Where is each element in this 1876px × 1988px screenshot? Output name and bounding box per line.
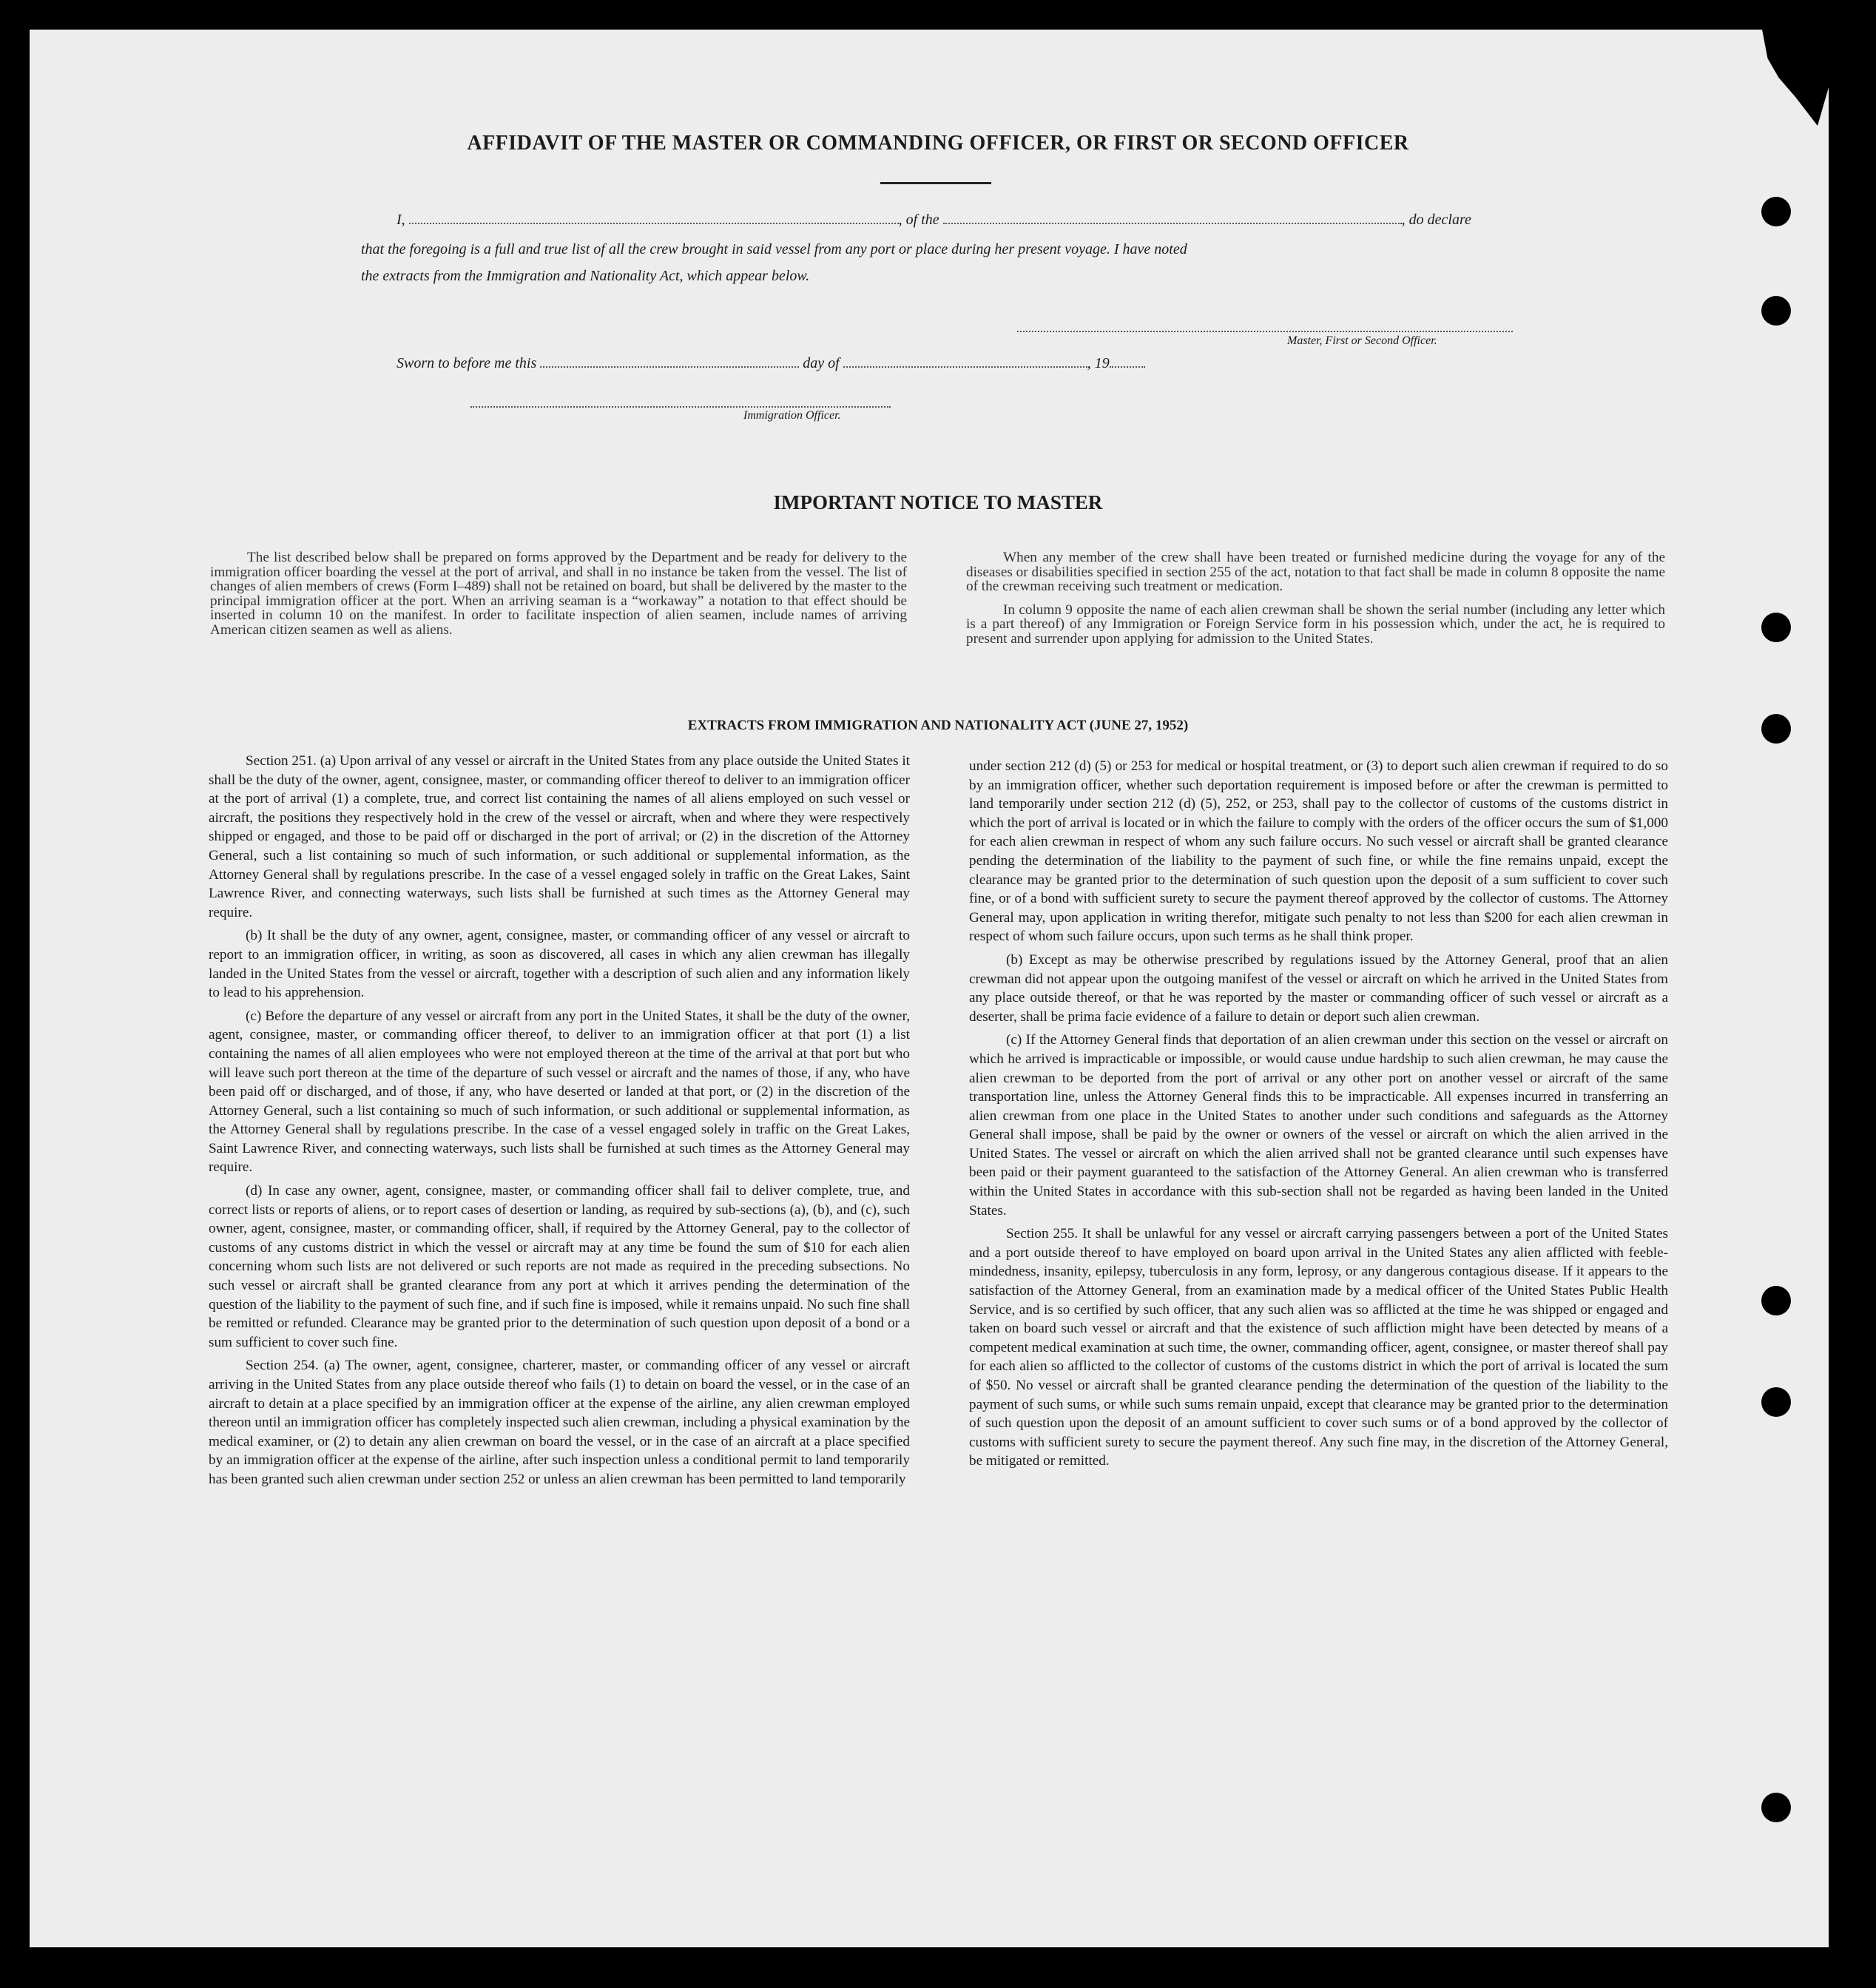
notice-right-paragraph-2: In column 9 opposite the name of each alien crewman shall be shown the serial number (including any letter which is a part thereof) of any Immigration or Foreign Service form in his possession which, under the act, he is required to present and surrender upon applying for admission to the United States. bbox=[966, 602, 1665, 647]
name-blank[interactable] bbox=[409, 223, 899, 224]
extracts-title: EXTRACTS FROM IMMIGRATION AND NATIONALITY ACT (JUNE 27, 1952) bbox=[687, 718, 1189, 733]
extracts-left-column bbox=[209, 752, 910, 1489]
officer-caption: Immigration Officer. bbox=[743, 409, 841, 422]
section-254-a: Section 254. (a) The owner, agent, consignee, charterer, master, or commanding officer of any vessel or aircraft arriving in the United States from any place outside thereof who fails (1) to detain on board the vessel, or in the case of an aircraft to detain at a place specified by an immigration officer at the expense of the airline, any alien crewman employed thereon until an immigration officer has completely inspected such alien crewman, including a physical examination by the medical examiner, or (2) to detain any alien crewman on board the vessel, or in the case of an aircraft at a place specified by an immigration officer at the expense of the airline, after such inspection unless a conditional permit to land temporarily has been granted such alien crewman under section 252 or unless an alien crewman has been permitted to land temporarily bbox=[209, 1358, 910, 1487]
vessel-blank[interactable] bbox=[943, 223, 1402, 224]
year-prefix: , 19 bbox=[1087, 355, 1110, 371]
binder-hole bbox=[1761, 1387, 1791, 1417]
declaration-line-3: the extracts from the Immigration and Nationality Act, which appear below. bbox=[361, 268, 810, 284]
binder-hole bbox=[1761, 1793, 1791, 1822]
title-rule bbox=[880, 182, 991, 184]
binder-hole bbox=[1761, 296, 1791, 326]
section-251-a: Section 251. (a) Upon arrival of any vessel or aircraft in the United States from any place outside the United States it shall be the duty of the owner, agent, consignee, master, or commanding officer thereof to deliver to an immigration officer at the port of arrival (1) a complete, true, and correct list containing the names of all aliens employed on such vessel or aircraft, the positions they respectively hold in the crew of the vessel or aircraft, when and where they were respectively shipped or engaged, and those to be paid off or discharged in the port of arrival; or (2) in the discretion of the Attorney General, such a list containing so much of such information, or such additional or supplemental information, as the Attorney General shall by regulations prescribe. In the case of a vessel engaged solely in traffic on the Great Lakes, Saint Lawrence River, and connecting waterways, such lists shall be furnished at such times as the Attorney General may require. bbox=[209, 753, 910, 920]
section-251-b: (b) It shall be the duty of any owner, agent, consignee, master, or commanding officer of any vessel or aircraft to report to an immigration officer, in writing, as soon as discovered, all cases in which any alien crewman has illegally landed in the United States from the vessel or aircraft, together with a description of such alien and any information likely to lead to his apprehension. bbox=[209, 928, 910, 1001]
notice-right bbox=[966, 550, 1665, 646]
section-254-c: (c) If the Attorney General finds that deportation of an alien crewman under this section on the vessel or aircraft on which he arrived is impracticable or impossible, or would cause undue hardship to such alien crewman, he may cause the alien crewman to be deported from the port of arrival or any other port on another vessel or aircraft of the same transportation line, unless the Attorney General finds this to be impracticable. All expenses incurred in transferring an alien crewman from one place in the United States to another under such conditions and safeguards as the Attorney General shall impose, shall be paid by the owner or owners of the vessel or aircraft on which the alien arrived in the United States. The vessel or aircraft on which the alien arrived shall not be granted clearance until such expenses have been paid or their payment guaranteed to the satisfaction of the Attorney General. An alien crewman who is transferred within the United States in accordance with this sub-section shall not be regarded as having been landed in the United States. bbox=[969, 1032, 1668, 1219]
declare-i: I, bbox=[397, 212, 405, 228]
master-caption: Master, First or Second Officer. bbox=[1287, 334, 1437, 347]
section-251-c: (c) Before the departure of any vessel or aircraft from any port in the United States, it shall be the duty of the owner, agent, consignee, master, or commanding officer thereof, to deliver to an immigration officer at that port (1) a list containing the names of all alien employees who were not employed thereon at the time of the arrival at that port but who will leave such port thereon at the time of the departure of such vessel or aircraft and the names of those, if any, who have been paid off or discharged, and of those, if any, who have deserted or landed at that port, or (2) in the discretion of the Attorney General, such a list containing so much of such information, or such additional or supplemental information, as the Attorney General shall by regulations prescribe. In the case of a vessel engaged solely in traffic on the Great Lakes, Saint Lawrence River, and connecting waterways, such lists shall be furnished at such times as the Attorney General may require. bbox=[209, 1008, 910, 1176]
binder-hole bbox=[1761, 1286, 1791, 1315]
notice-left-paragraph: The list described below shall be prepared on forms approved by the Department and be ready for delivery to the immigration officer boarding the vessel at the port of arrival, and shall in no instance be taken from the vessel. The list of changes of alien members of crews (Form I–489) shall not be retained on board, but shall be delivered by the master to the principal immigration officer at the port. When an arriving seaman is a “workaway” a notation to that effect should be inserted in column 10 on the manifest. In order to facilitate inspection of alien seamen, include names of arriving American citizen seamen as well as aliens. bbox=[210, 550, 907, 638]
extracts-right-column bbox=[969, 757, 1668, 1471]
notice-right-paragraph-1: When any member of the crew shall have been treated or furnished medicine during the voyage for any of the diseases or disabilities specified in section 255 of the act, notation to that fact shall be made in column 8 opposite the name of the crewman receiving such treatment or medication. bbox=[966, 550, 1665, 594]
declare-do-declare: , do declare bbox=[1401, 212, 1471, 228]
declaration-line-1 bbox=[397, 212, 1514, 229]
sworn-line bbox=[397, 355, 1269, 372]
declare-of-the: , of the bbox=[898, 212, 939, 228]
sworn-label: Sworn to before me this bbox=[397, 355, 537, 371]
notice-left bbox=[210, 550, 907, 637]
binder-hole bbox=[1761, 613, 1791, 642]
affidavit-title: AFFIDAVIT OF THE MASTER OR COMMANDING OFFICER, OR FIRST OR SECOND OFFICER bbox=[467, 132, 1409, 155]
declaration-line-2: that the foregoing is a full and true list of all the crew brought in said vessel from any port or place during her present voyage. I have noted bbox=[361, 241, 1187, 257]
binder-hole bbox=[1761, 197, 1791, 226]
notice-title: IMPORTANT NOTICE TO MASTER bbox=[773, 491, 1103, 513]
officer-signature-line[interactable] bbox=[470, 406, 891, 408]
section-254-b: (b) Except as may be otherwise prescribed by regulations issued by the Attorney General, proof that an alien crewman did not appear upon the outgoing manifest of the vessel or aircraft on which he arrived in the United States from any place outside thereof, or that he was reported by the master or commanding officer of such vessel or aircraft as a deserter, shall be prima facie evidence of a failure to detain or deport such alien crewman. bbox=[969, 951, 1668, 1025]
master-signature-line[interactable] bbox=[1017, 331, 1513, 332]
day-of-label: day of bbox=[803, 355, 840, 371]
section-254-a-continued: under section 212 (d) (5) or 253 for medical or hospital treatment, or (3) to deport such alien crewman if required to do so by an immigration officer, whether such deportation requirement is imposed before or after the crewman is permitted to land temporarily under section 212 (d) (5), 252, or 253, shall pay to the collector of customs of the customs district in which the port of arrival is located or in which the failure to comply with the orders of the officer occurs the sum of $1,000 for each alien crewman in respect of whom any such failure occurs. No such vessel or aircraft shall be granted clearance pending the determination of the liability to the payment of such fine, or while the fine remains unpaid, except the clearance may be granted prior to the determination of such question upon the deposit of a sum sufficient to cover such fine, or of a bond with sufficient surety to secure the payment thereof approved by the collector of customs. The Attorney General may, upon application in writing therefor, mitigate such penalty to not less than $200 for each alien crewman in respect of whom such failure occurs, upon such terms as he shall think proper. bbox=[969, 758, 1668, 945]
section-255: Section 255. It shall be unlawful for any vessel or aircraft carrying passengers between a port of the United States and a port outside thereof to have employed on board upon arrival in the United States any alien afflicted with feeble-mindedness, insanity, epilepsy, tuberculosis in any form, leprosy, or any dangerous contagious disease. If it appears to the satisfaction of the Attorney General, from an examination made by a medical officer of the United States Public Health Service, and is so certified by such officer, that any such alien was so afflicted at the time he was shipped or engaged and taken on board such vessel or aircraft and that the existence of such affliction might have been detected by means of a competent medical examination at such time, the owner, commanding officer, agent, consignee, or master thereof shall pay for each alien so afflicted to the collector of customs of the customs district in which the port of arrival is located the sum of $50. No vessel or aircraft shall be granted clearance pending the determination of the question of the liability to the payment of such sums, or while such sums remain unpaid, except that clearance may be granted prior to the determination of such question upon the deposit of an amount sufficient to cover such sums or of a bond approved by the collector of customs with sufficient surety to secure the payment thereof. Any such fine may, in the discretion of the Attorney General, be mitigated or remitted. bbox=[969, 1226, 1668, 1469]
section-251-d: (d) In case any owner, agent, consignee, master, or commanding officer shall fail to deliver complete, true, and correct lists or reports of aliens, or to report cases of desertion or landing, as required by sub-sections (a), (b), and (c), such owner, agent, consignee, master, or commanding officer, shall, if required by the Attorney General, pay to the collector of customs of any customs district in which the vessel or aircraft may at any time be found the sum of $10 for each alien concerning whom such lists are not delivered or such reports are not made as required in the preceding subsections. No such vessel or aircraft shall be granted clearance from any port at which it arrives pending the determination of the question of the liability to the payment of such fine, and if such fine is imposed, while it remains unpaid. No such fine shall be remitted or refunded. Clearance may be granted prior to the determination of such question upon deposit of a bond or a sum sufficient to cover such fine. bbox=[209, 1183, 910, 1350]
sworn-month-blank[interactable] bbox=[843, 366, 1087, 368]
sworn-day-blank[interactable] bbox=[540, 366, 799, 368]
sworn-year-blank[interactable] bbox=[1110, 366, 1145, 368]
